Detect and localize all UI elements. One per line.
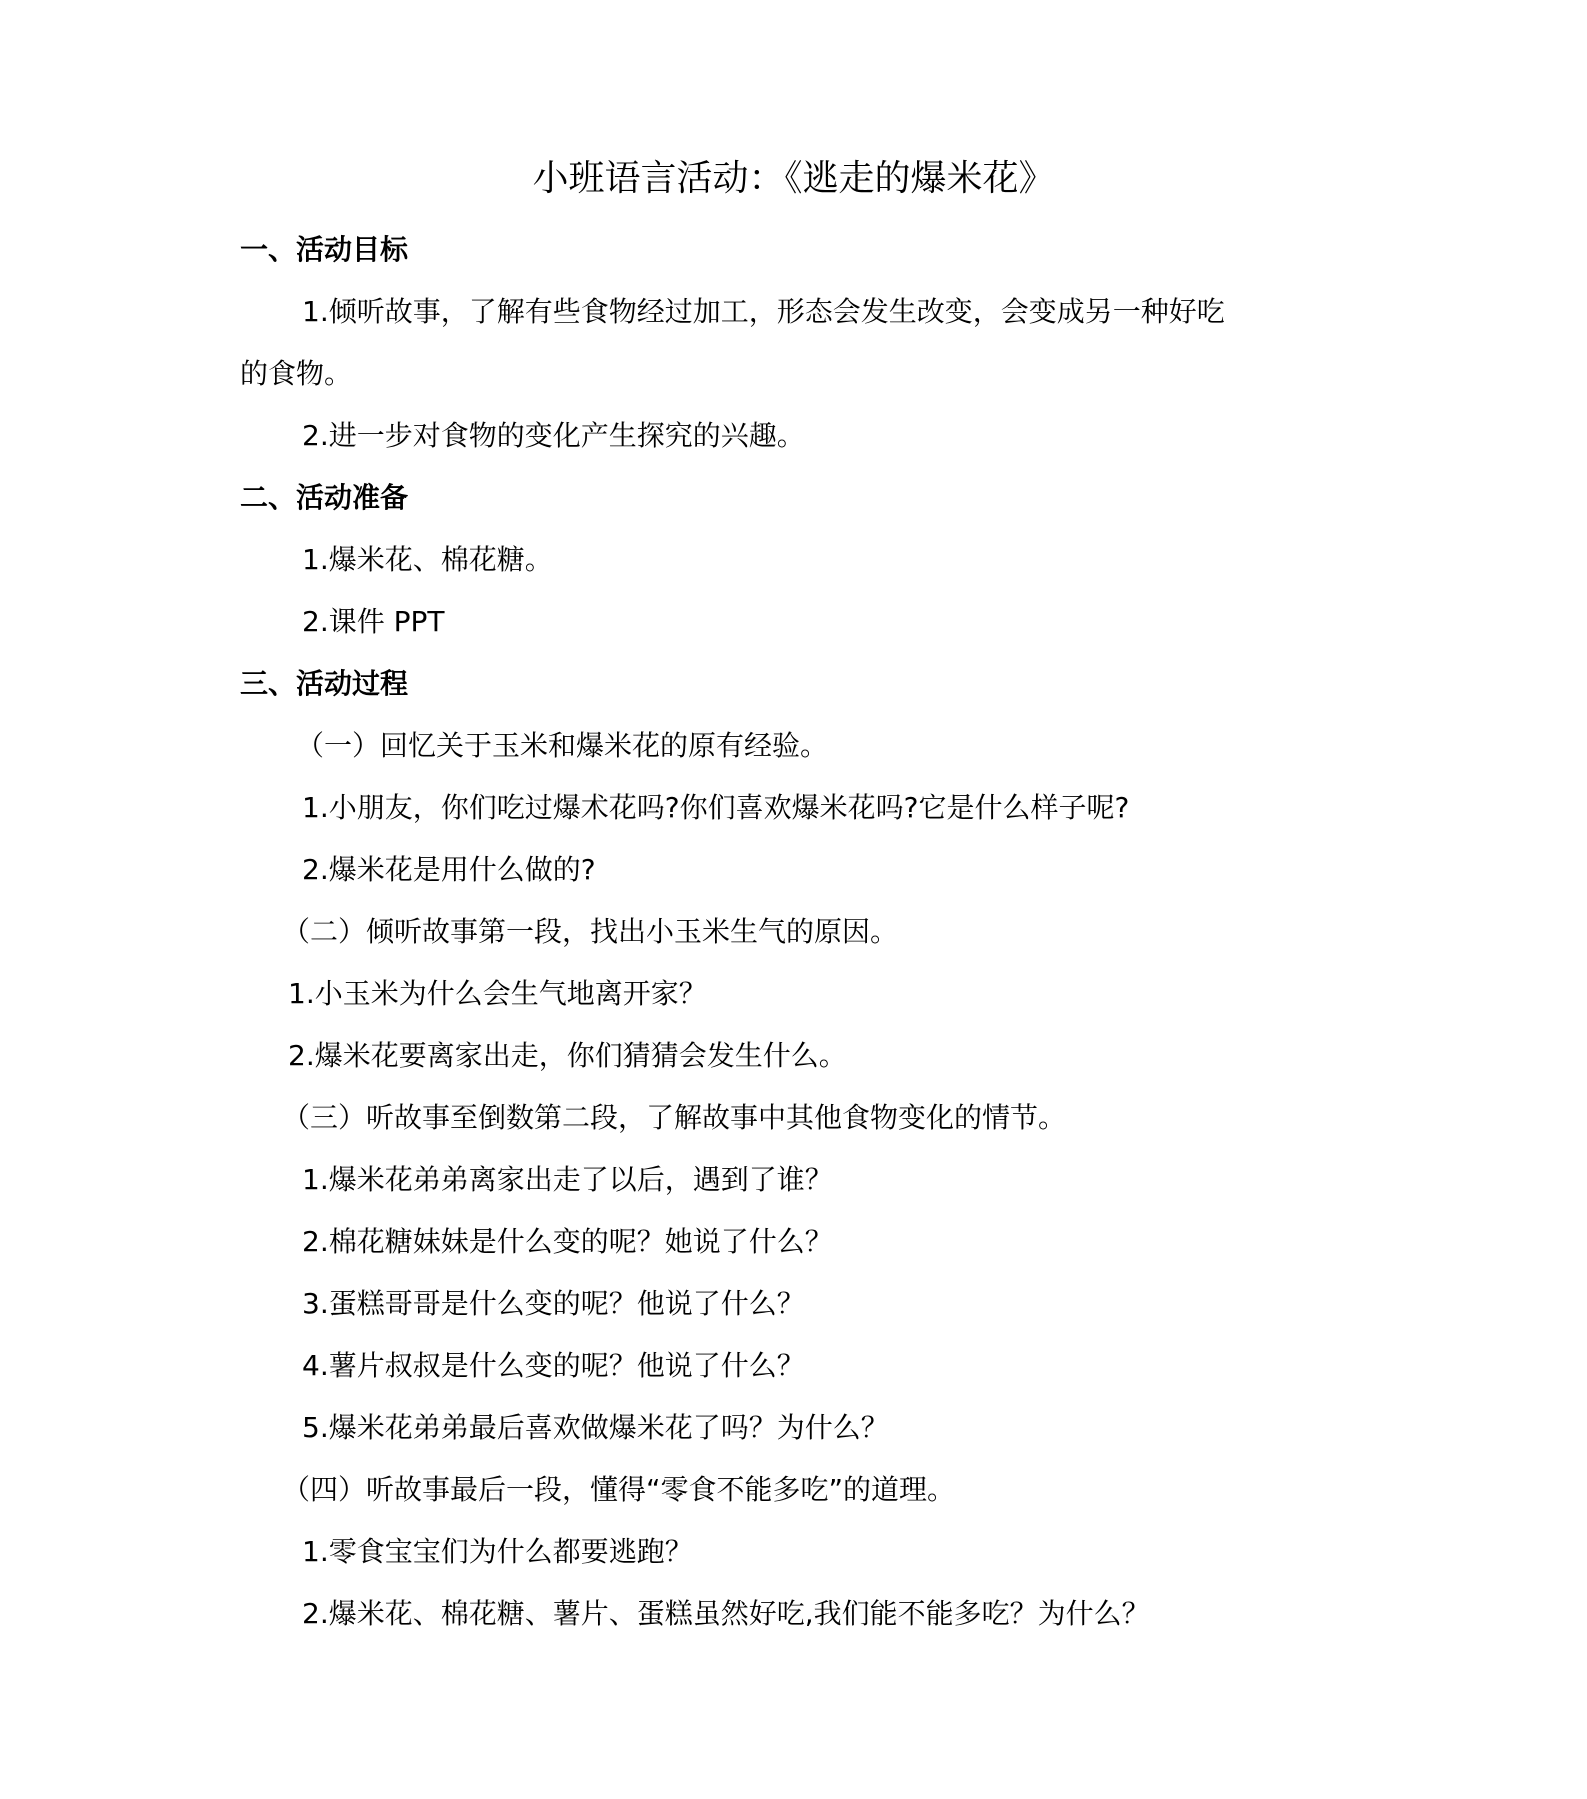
section-heading: 一、活动目标 [240, 233, 409, 266]
paragraph-line: 1.爆米花、棉花糖。 [302, 543, 553, 576]
paragraph-line: 1.小朋友，你们吃过爆术花吗?你们喜欢爆米花吗?它是什么样子呢? [302, 791, 1130, 824]
paragraph-line: 5.爆米花弟弟最后喜欢做爆米花了吗？为什么？ [302, 1411, 889, 1444]
paragraph-line: 2.爆米花、棉花糖、薯片、蛋糕虽然好吃,我们能不能多吃？为什么？ [302, 1597, 1150, 1630]
paragraph-line: 1.小玉米为什么会生气地离开家？ [288, 977, 707, 1010]
paragraph-line: （一）回忆关于玉米和爆米花的原有经验。 [296, 729, 829, 762]
section-heading: 三、活动过程 [240, 667, 409, 700]
paragraph-line: （三）听故事至倒数第二段，了解故事中其他食物变化的情节。 [282, 1101, 1067, 1134]
document-title: 小班语言活动：《逃走的爆米花》 [532, 158, 1055, 199]
paragraph-line: 2.课件 PPT [302, 605, 445, 638]
paragraph-line: 2.爆米花要离家出走，你们猜猜会发生什么。 [288, 1039, 847, 1072]
paragraph-line: 3.蛋糕哥哥是什么变的呢？他说了什么？ [302, 1287, 805, 1320]
paragraph-line: 1.倾听故事，了解有些食物经过加工，形态会发生改变，会变成另一种好吃 [302, 295, 1225, 328]
paragraph-line: （二）倾听故事第一段，找出小玉米生气的原因。 [282, 915, 899, 948]
paragraph-line: 2.爆米花是用什么做的? [302, 853, 596, 886]
paragraph-line: 4.薯片叔叔是什么变的呢？他说了什么？ [302, 1349, 805, 1382]
paragraph-line: 的食物。 [240, 357, 353, 390]
paragraph-line: （四）听故事最后一段，懂得“零食不能多吃”的道理。 [282, 1473, 956, 1506]
paragraph-line: 1.爆米花弟弟离家出走了以后，遇到了谁？ [302, 1163, 833, 1196]
section-heading: 二、活动准备 [240, 481, 409, 514]
paragraph-line: 1.零食宝宝们为什么都要逃跑？ [302, 1535, 693, 1568]
paragraph-line: 2.棉花糖妹妹是什么变的呢？她说了什么？ [302, 1225, 833, 1258]
paragraph-line: 2.进一步对食物的变化产生探究的兴趣。 [302, 419, 805, 452]
